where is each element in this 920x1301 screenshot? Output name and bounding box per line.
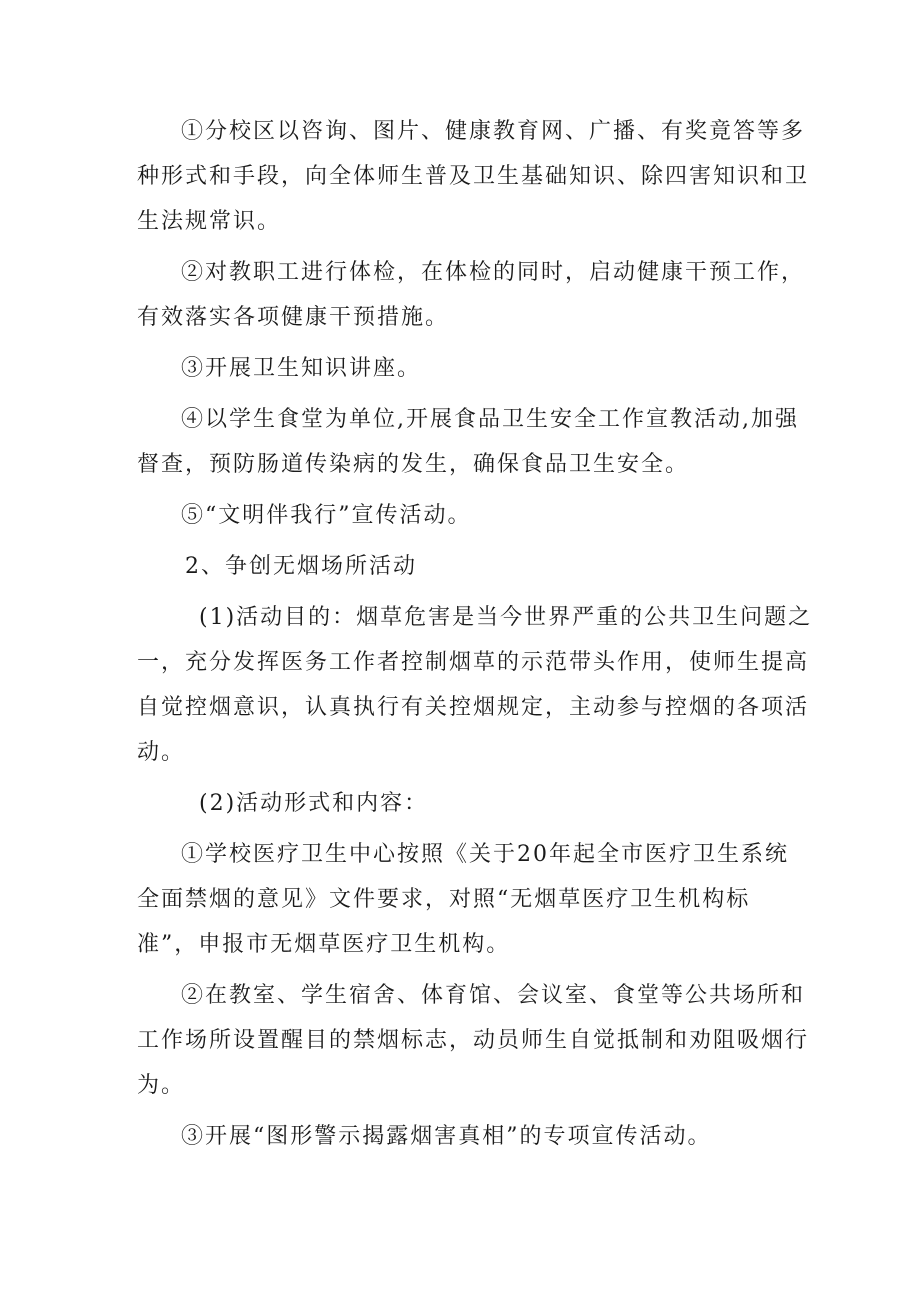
paragraph-canteen-safety <box>137 397 797 487</box>
text-line: ③开展卫生知识讲座。 <box>181 356 422 381</box>
text-line: 准”，申报市无烟草医疗卫生机构。 <box>137 932 511 957</box>
text-line: ②对教职工进行体检，在体检的同时，启动健康干预工作， <box>181 260 806 285</box>
text-line: ①分校区以咨询、图片、健康教育网、广播、有奖竟答等多 <box>181 119 806 144</box>
paragraph-publicity-methods <box>137 109 810 244</box>
text-line: 为。 <box>137 1073 186 1098</box>
text-line: 督查，预防肠道传染病的发生，确保食品卫生安全。 <box>137 452 690 477</box>
text-line: ①学校医疗卫生中心按照《关于20年起全市医疗卫生系统 <box>181 842 789 867</box>
paragraph-medical-center <box>137 832 797 967</box>
text-line: (1)活动目的：烟草危害是当今世界严重的公共卫生问题之 <box>199 605 813 630</box>
text-line: 一，充分发挥医务工作者控制烟草的示范带头作用，使师生提高 <box>137 650 810 675</box>
text-line: 生法规常识。 <box>137 209 282 234</box>
text-line: 动。 <box>137 740 186 765</box>
section-heading-smoke-free <box>137 544 797 589</box>
text-line: 全面禁烟的意见》文件要求，对照“无烟草医疗卫生机构标 <box>137 887 751 912</box>
text-line: ③开展“图形警示揭露烟害真相”的专项宣传活动。 <box>181 1124 712 1149</box>
document-body <box>137 109 813 1159</box>
text-line: 有效落实各项健康干预措施。 <box>137 305 450 330</box>
section-heading: 2、争创无烟场所活动 <box>185 554 417 579</box>
paragraph-graphic-warnings <box>137 1114 797 1159</box>
paragraph-staff-checkup <box>137 250 806 340</box>
text-line: 工作场所设置醒目的禁烟标志，动员师生自觉抵制和劝阻吸烟行 <box>137 1028 810 1053</box>
text-line: (2)活动形式和内容： <box>199 791 429 816</box>
text-line: ⑤“文明伴我行”宣传活动。 <box>181 503 472 528</box>
paragraph-activity-form <box>137 781 797 826</box>
paragraph-civility-campaign <box>137 493 797 538</box>
text-line: 种形式和手段，向全体师生普及卫生基础知识、除四害知识和卫 <box>137 164 810 189</box>
paragraph-no-smoking-signs <box>137 973 810 1108</box>
text-line: ④以学生食堂为单位,开展食品卫生安全工作宣教活动,加强 <box>181 407 799 432</box>
text-line: ②在教室、学生宿舍、体育馆、会议室、食堂等公共场所和 <box>181 983 806 1008</box>
text-line: 自觉控烟意识，认真执行有关控烟规定，主动参与控烟的各项活 <box>137 695 810 720</box>
paragraph-lectures <box>137 346 797 391</box>
paragraph-activity-goal <box>137 595 813 775</box>
